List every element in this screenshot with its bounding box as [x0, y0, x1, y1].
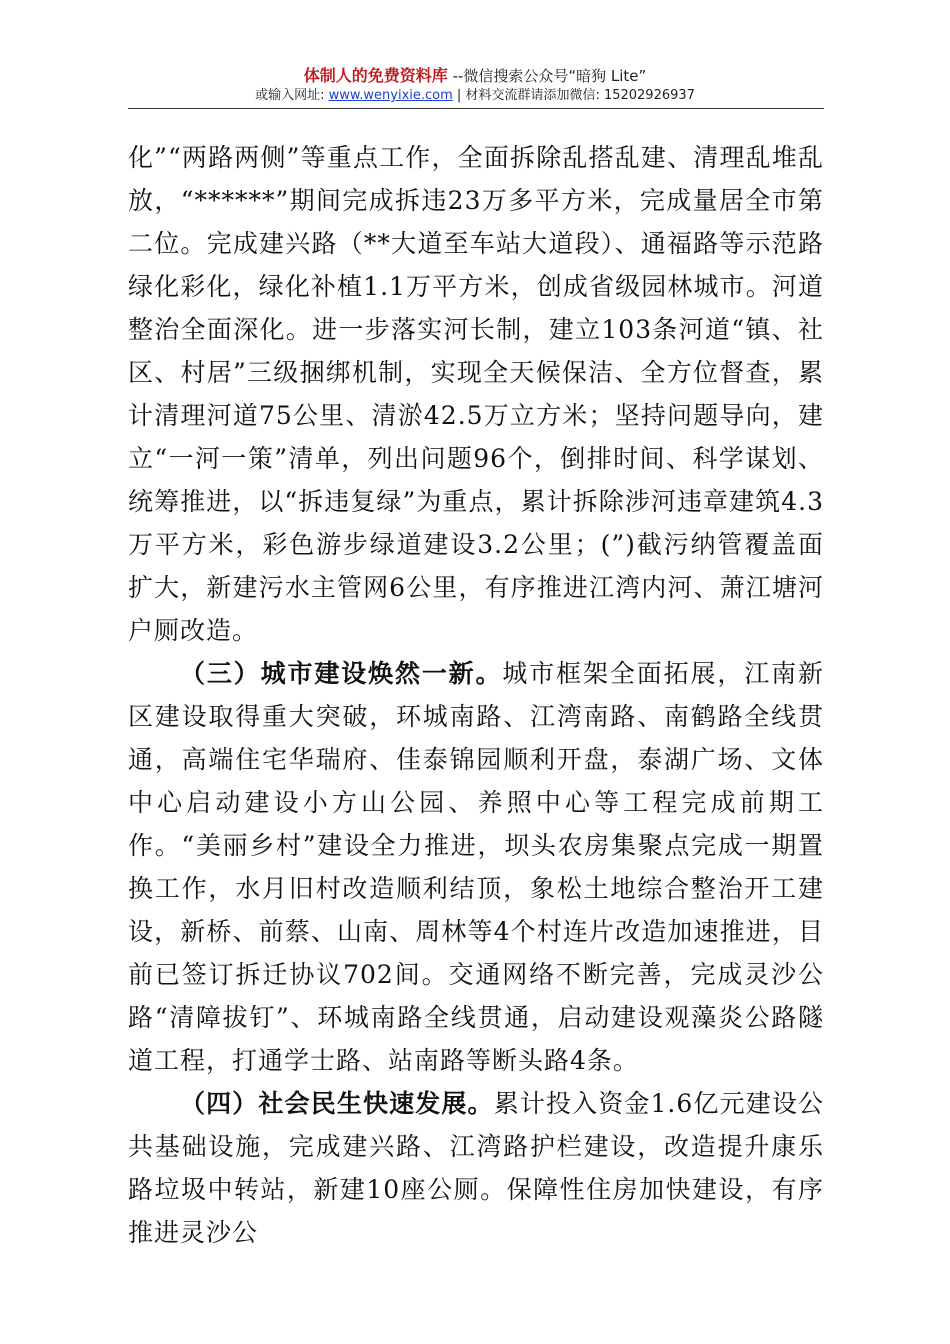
header-brand: 体制人的免费资料库	[303, 66, 448, 85]
document-body	[128, 136, 824, 1254]
paragraph-urban-construction	[128, 652, 824, 1082]
section-heading-social-livelihood: （四）社会民生快速发展。	[180, 1089, 494, 1118]
header-promo-line	[0, 66, 950, 86]
paragraph-social-livelihood	[128, 1082, 824, 1254]
section-heading-urban-construction: （三）城市建设焕然一新。	[180, 659, 503, 688]
header-url-prefix: 或输入网址:	[255, 88, 329, 103]
paragraph-urban-construction-text: 城市框架全面拓展，江南新区建设取得重大突破，环城南路、江湾南路、南鹤路全线贯通，高端住宅华瑞府、佳泰锦园顺利开盘，泰湖广场、文体中心启动建设小方山公园、养照中心等工程完成前期工作。“美丽乡村”建设全力推进，坝头农房集聚点完成一期置换工作，水月旧村改造顺利结顶，象松土地综合整治开工建设，新桥、前蔡、山南、周林等4个村连片改造加速推进，目前已签订拆迁协议702间。交通网络不断完善，完成灵沙公路“清障拔钉”、环城南路全线贯通，启动建设观藻炎公路隧道工程，打通学士路、站南路等断头路4条。	[128, 659, 824, 1075]
paragraph-continued: 化”“两路两侧”等重点工作，全面拆除乱搭乱建、清理乱堆乱放，“******”期间完成拆违23万多平方米，完成量居全市第二位。完成建兴路（**大道至车站大道段）、通福路等示范路绿化彩化，绿化补植1.1万平方米，创成省级园林城市。河道整治全面深化。进一步落实河长制，建立103条河道“镇、社区、村居”三级捆绑机制，实现全天候保洁、全方位督查，累计清理河道75公里、清淤42.5万立方米；坚持问题导向，建立“一河一策”清单，列出问题96个，倒排时间、科学谋划、统筹推进，以“拆违复绿”为重点，累计拆除涉河违章建筑4.3万平方米，彩色游步绿道建设3.2公里；(”)截污纳管覆盖面扩大，新建污水主管网6公里，有序推进江湾内河、萧江塘河户厕改造。	[128, 143, 824, 645]
paragraph-social-livelihood-text: 累计投入资金1.6亿元建设公共基础设施，完成建兴路、江湾路护栏建设，改造提升康乐路垃圾中转站，新建10座公厕。保障性住房加快建设，有序推进灵沙公	[128, 1089, 824, 1247]
header-url-link[interactable]: www.wenyixie.com	[328, 88, 453, 103]
page-header	[0, 66, 950, 105]
header-divider	[128, 108, 824, 109]
header-wechat-note: --微信搜索公众号“暗狗 Lite”	[447, 67, 647, 85]
header-url-line	[0, 87, 950, 105]
header-contact: | 材料交流群请添加微信: 15202926937	[452, 88, 695, 103]
